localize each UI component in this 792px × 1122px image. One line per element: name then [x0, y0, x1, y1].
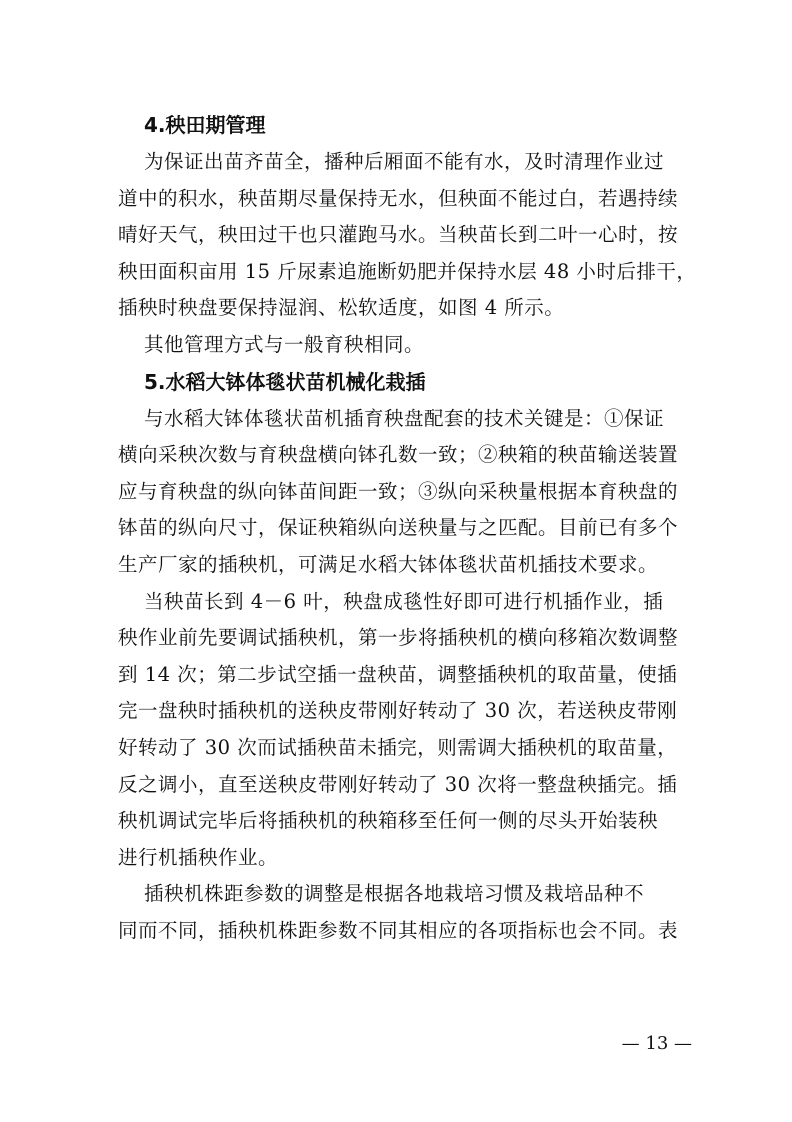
text-line: 秧田面积亩用 15 斤尿素追施断奶肥并保持水层 48 小时后排干， [118, 259, 697, 283]
text-line: 好转动了 30 次而试插秧苗未插完，则需调大插秧机的取苗量， [118, 735, 678, 759]
section-4 [118, 107, 698, 364]
section-heading: 4.秧田期管理 [144, 113, 266, 137]
page-number [0, 1032, 792, 1056]
text-line: 秧作业前先要调试插秧机，第一步将插秧机的横向移箱次数调整 [118, 626, 679, 650]
text-line: 当秧苗长到 4－6 叶，秧盘成毯性好即可进行机插作业，插 [144, 589, 664, 613]
page-body [118, 107, 698, 949]
paragraph [118, 327, 698, 364]
text-line: 与水稻大钵体毯状苗机插育秧盘配套的技术关键是：①保证 [144, 406, 665, 430]
paragraph [118, 401, 698, 584]
section-5 [118, 364, 698, 950]
text-line: 道中的积水，秧苗期尽量保持无水，但秧面不能过白，若遇持续 [118, 186, 679, 210]
text-line: 应与育秧盘的纵向钵苗间距一致；③纵向采秧量根据本育秧盘的 [118, 479, 679, 503]
text-line: 插秧时秧盘要保持湿润、松软适度，如图 4 所示。 [118, 296, 565, 320]
paragraph [118, 584, 698, 877]
text-line: 横向采秧次数与育秧盘横向钵孔数一致；②秧箱的秧苗输送装置 [118, 443, 679, 467]
text-line: 插秧机株距参数的调整是根据各地栽培习惯及栽培品种不 [144, 882, 645, 906]
text-line: 完一盘秧时插秧机的送秧皮带刚好转动了 30 次，若送秧皮带刚 [118, 699, 678, 723]
text-line: 为保证出苗齐苗全，播种后厢面不能有水，及时清理作业过 [144, 150, 665, 173]
text-line: 其他管理方式与一般育秧相同。 [144, 332, 425, 356]
text-line: 晴好天气，秧田过干也只灌跑马水。当秧苗长到二叶一心时，按 [118, 223, 679, 247]
page-number-text: — 13 — [621, 1033, 692, 1054]
paragraph [118, 876, 698, 949]
text-line: 秧机调试完毕后将插秧机的秧箱移至任何一侧的尽头开始装秧 [118, 809, 659, 833]
text-line: 同而不同，插秧机株距参数不同其相应的各项指标也会不同。表 [118, 918, 679, 942]
text-line: 反之调小，直至送秧皮带刚好转动了 30 次将一整盘秧插完。插 [118, 772, 678, 796]
section-heading: 5.水稻大钵体毯状苗机械化栽插 [144, 369, 426, 394]
paragraph [118, 144, 698, 327]
text-line: 钵苗的纵向尺寸，保证秧箱纵向送秧量与之匹配。目前已有多个 [118, 516, 679, 540]
text-line: 到 14 次；第二步试空插一盘秧苗，调整插秧机的取苗量，使插 [118, 662, 678, 686]
text-line: 进行机插秧作业。 [118, 845, 279, 869]
text-line: 生产厂家的插秧机，可满足水稻大钵体毯状苗机插技术要求。 [118, 552, 659, 576]
